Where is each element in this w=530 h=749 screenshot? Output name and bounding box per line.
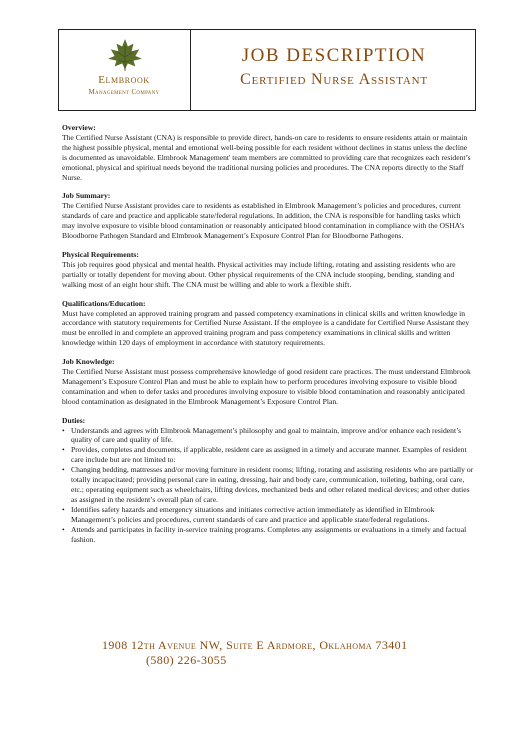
document-subtitle: Certified Nurse Assistant	[240, 71, 428, 88]
list-item	[62, 445, 474, 465]
duty-text: Understands and agrees with Elmbrook Management’s philosophy and goal to maintain, improve and/or enhance each resident’s quality of care and quality of life.	[71, 425, 462, 445]
section-text: This job requires good physical and mental health. Physical activities may include lifting, rotating and assisting residents who are partially or totally dependent for moving about. Other physical requirements of the CNA include stooping, bending, standing and walking most of an eight hour shift. The CNA must be willing and able to work a flexible shift.	[62, 259, 456, 289]
section-heading: Physical Requirements:	[62, 249, 139, 259]
section-text: The Certified Nurse Assistant must possess comprehensive knowledge of good resident care practices. The must understand Elmbrook Management’s Exposure Control Plan and must be able to explain how to perform procedures involving exposure to visible blood contamination and when to defer tasks and procedures involving exposure to visible blood contamination and reasonably anticipated blood contamination as designated in the Elmbrook Management’s Exposure Control Plan.	[62, 367, 471, 406]
header-box	[58, 29, 476, 111]
footer-phone: (580) 226-3055	[146, 653, 227, 667]
section-heading: Qualifications/Education:	[62, 298, 146, 308]
duty-text: Identifies safety hazards and emergency situations and initiates corrective action immediately as identified in Elmbrook Management’s policies and procedures, current standards of care and practice and applicable state/federal regulations.	[71, 504, 435, 524]
section-text: The Certified Nurse Assistant provides care to residents as established in Elmbrook Management’s policies and procedures, current standards of care and practice and applicable state/federal regulations. In addition, the CNA is responsible for handling tasks which may involve exposure to visible blood contamination or reasonably anticipated blood contamination in compliance with the OSHA’s Bloodborne Pathogen Standard and Elmbrook Management’s Exposure Control Plan for Bloodborne Pathogens.	[62, 201, 465, 241]
section-heading: Duties:	[62, 415, 86, 425]
section-heading: Overview:	[62, 123, 96, 132]
logo-name: Elmbrook	[98, 74, 150, 86]
list-item	[62, 465, 474, 505]
bullet-icon: •	[62, 445, 65, 455]
duty-text: Changing bedding, mattresses and/or moving furniture in resident rooms; lifting, rotating and assisting residents who are partially or totally incapacitated; providing personal care in eating, dressing, hair and body care, communication, toileting, bathing, oral care, etc.; operating equipment such as wheelchairs, lifting devices, mechanized beds and other related medical devices; and other duties as assigned in the resident’s overall plan of care.	[71, 465, 474, 504]
logo-subtitle: Management Company	[88, 88, 160, 96]
footer-address: 1908 12th Avenue NW, Suite E Ardmore, Oklahoma 73401	[102, 638, 408, 652]
section-qualifications	[62, 299, 474, 349]
section-physical-requirements	[62, 250, 474, 290]
bullet-icon: •	[62, 465, 65, 475]
document-body	[62, 123, 474, 553]
list-item	[62, 525, 474, 545]
section-text: The Certified Nurse Assistant (CNA) is responsible to provide direct, hands-on care to residents to ensure residents attain or maintain the highest possible physical, mental and emotional well-being possible for each resident without declines in status unless the decline is documented as unavoidable. Elmbrook Management' team members are committed to providing care that recognizes each resident’s emotional, physical and spiritual needs beyond the traditional nursing policies and procedures. The CNA reports directly to the Staff Nurse.	[62, 132, 471, 182]
list-item	[62, 426, 474, 446]
list-item	[62, 505, 474, 525]
section-heading: Job Knowledge:	[62, 357, 115, 367]
bullet-icon: •	[62, 504, 65, 514]
maple-leaf-icon	[106, 38, 144, 72]
section-job-summary	[62, 191, 474, 241]
bullet-icon: •	[62, 524, 65, 534]
section-duties	[62, 416, 474, 545]
duty-text: Attends and participates in facility in-service training programs. Completes any assignments or evaluations in a timely and factual fashion.	[71, 524, 467, 544]
section-heading: Job Summary:	[62, 191, 111, 201]
section-job-knowledge	[62, 357, 474, 407]
section-text: Must have completed an approved training program and passed competency examinations in clinical skills and written knowledge in accordance with statutory requirements for Certified Nurse Assistant. If the employee is a candidate for Certified Nurse Assistant they must be enrolled in and complete an approved training program and pass competency examinations in clinical skills and written knowledge within 120 days of employment in accordance with statutory requirements.	[62, 308, 470, 348]
section-overview	[62, 123, 474, 182]
document-title: JOB DESCRIPTION	[241, 45, 427, 66]
duty-text: Provides, completes and documents, if applicable, resident care as assigned in a timely and accurate manner. Examples of resident care include but are not limited to:	[71, 445, 467, 465]
logo	[59, 30, 191, 110]
bullet-icon: •	[62, 425, 65, 435]
duties-list	[62, 426, 474, 545]
